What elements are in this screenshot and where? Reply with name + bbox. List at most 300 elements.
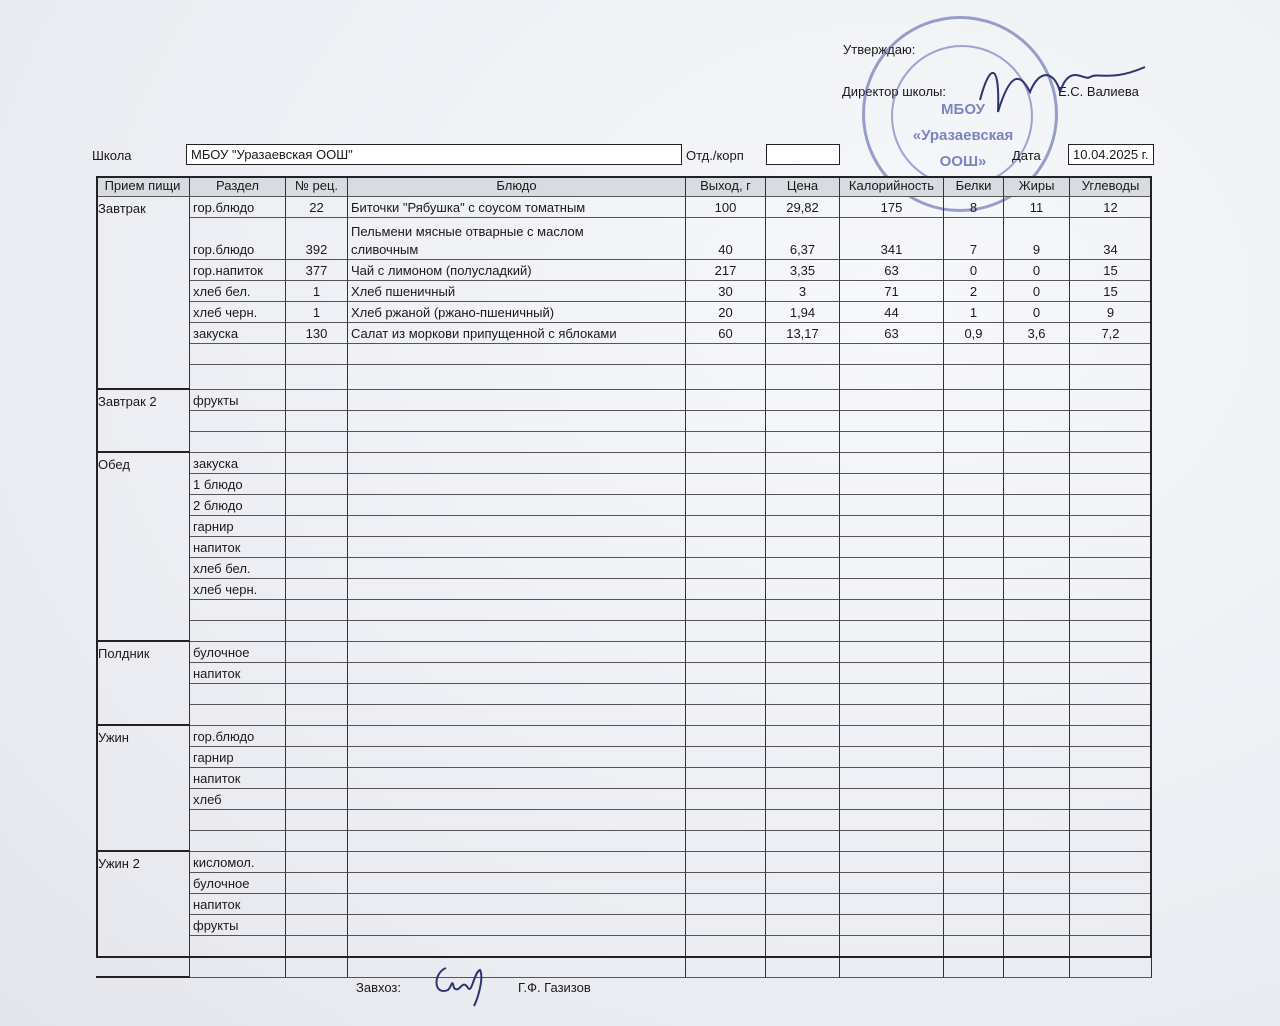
date-label: Дата: [1012, 148, 1041, 163]
cell-yield: [686, 852, 766, 873]
cell-fat: [1004, 726, 1070, 747]
cell-price: [766, 453, 840, 474]
cell-price: [766, 600, 840, 621]
cell-fat: [1004, 642, 1070, 663]
dept-field: [766, 144, 840, 165]
cell-rec: [286, 789, 348, 810]
cell-price: [766, 663, 840, 684]
cell-text-price: 6,37: [789, 242, 816, 257]
cell-carbs: [1070, 726, 1152, 747]
cell-yield: [686, 810, 766, 831]
cell-price: [766, 915, 840, 936]
director-signature: [960, 52, 1150, 132]
cell-carbs: [1070, 663, 1152, 684]
cell-dish: [348, 663, 686, 684]
cell-fat: [1004, 621, 1070, 642]
cell-carbs: [1070, 873, 1152, 894]
table-row: [96, 831, 1152, 852]
stamp-name-text: «Уразаевская: [912, 127, 1014, 144]
storekeeper-signature: [428, 958, 498, 1008]
cell-protein: [944, 432, 1004, 453]
cell-protein: [944, 390, 1004, 411]
cell-dish: [348, 344, 686, 365]
cell-carbs: [1070, 642, 1152, 663]
cell-dish: [348, 197, 686, 218]
cell-text-section: напиток: [193, 897, 241, 912]
table-row: [96, 344, 1152, 365]
cell-text-price: 29,82: [786, 200, 819, 215]
cell-text-price: 3,35: [789, 263, 816, 278]
stamp-type-text: ООШ»: [939, 153, 987, 170]
school-name-value: МБОУ "Уразаевская ООШ": [191, 147, 353, 162]
cell-fat: [1004, 411, 1070, 432]
cell-dish: [348, 768, 686, 789]
cell-dish: [348, 684, 686, 705]
storekeeper-label: Завхоз:: [356, 980, 401, 995]
cell-kcal: [840, 957, 944, 978]
cell-price: [766, 768, 840, 789]
cell-kcal: [840, 176, 944, 197]
cell-dish: [348, 747, 686, 768]
cell-section: [190, 789, 286, 810]
cell-price: [766, 873, 840, 894]
cell-rec: [286, 579, 348, 600]
cell-carbs: [1070, 957, 1152, 978]
cell-section: [190, 663, 286, 684]
cell-price: [766, 789, 840, 810]
cell-text-yield: 60: [718, 326, 733, 341]
cell-dish: [348, 957, 686, 978]
cell-text-dish: сливочным: [351, 242, 419, 257]
cell-rec: [286, 705, 348, 726]
cell-kcal: [840, 323, 944, 344]
cell-section: [190, 894, 286, 915]
cell-fat: [1004, 957, 1070, 978]
table-row: [96, 453, 1152, 474]
cell-yield: [686, 260, 766, 281]
table-row: [96, 936, 1152, 957]
cell-text-section: булочное: [193, 876, 250, 891]
cell-text-fat: 3,6: [1027, 326, 1046, 341]
cell-yield: [686, 302, 766, 323]
cell-price: [766, 684, 840, 705]
cell-yield: [686, 936, 766, 957]
cell-text-fat: 0: [1032, 305, 1041, 320]
cell-section: [190, 218, 286, 260]
cell-section: [190, 684, 286, 705]
cell-price: [766, 365, 840, 390]
cell-rec: [286, 936, 348, 957]
cell-text-section: гарнир: [193, 519, 234, 534]
cell-carbs: [1070, 831, 1152, 852]
cell-yield: [686, 684, 766, 705]
cell-carbs: [1070, 810, 1152, 831]
cell-rec: [286, 537, 348, 558]
cell-yield: [686, 579, 766, 600]
cell-yield: [686, 365, 766, 390]
cell-text-section: кисломол.: [193, 855, 255, 870]
cell-protein: [944, 218, 1004, 260]
cell-dish: [348, 537, 686, 558]
cell-carbs: [1070, 894, 1152, 915]
cell-kcal: [840, 302, 944, 323]
cell-text-section: закуска: [193, 456, 239, 471]
cell-rec: [286, 621, 348, 642]
cell-price: [766, 936, 840, 957]
cell-protein: [944, 747, 1004, 768]
cell-dish: [348, 281, 686, 302]
cell-kcal: [840, 474, 944, 495]
table-header-row: [96, 176, 1152, 197]
cell-fat: [1004, 197, 1070, 218]
cell-kcal: [840, 281, 944, 302]
cell-section: [190, 705, 286, 726]
table-row: [96, 432, 1152, 453]
cell-protein: [944, 197, 1004, 218]
cell-rec: [286, 957, 348, 978]
cell-text-section: хлеб черн.: [193, 305, 258, 320]
cell-kcal: [840, 495, 944, 516]
cell-kcal: [840, 344, 944, 365]
cell-text-protein: 7: [969, 242, 978, 257]
cell-yield: [686, 537, 766, 558]
cell-price: [766, 747, 840, 768]
cell-carbs: [1070, 323, 1152, 344]
director-label: Директор школы:: [842, 84, 946, 99]
cell-rec: [286, 684, 348, 705]
cell-carbs: [1070, 344, 1152, 365]
cell-fat: [1004, 684, 1070, 705]
cell-dish: [348, 390, 686, 411]
cell-rec: [286, 894, 348, 915]
cell-carbs: [1070, 197, 1152, 218]
cell-fat: [1004, 390, 1070, 411]
cell-price: [766, 957, 840, 978]
cell-yield: [686, 726, 766, 747]
cell-fat: [1004, 894, 1070, 915]
school-name-field: [186, 144, 682, 165]
cell-yield: [686, 281, 766, 302]
cell-text-kcal: 63: [884, 326, 899, 341]
cell-yield: [686, 831, 766, 852]
cell-text-section: напиток: [193, 771, 241, 786]
table-row: [96, 642, 1152, 663]
cell-protein: [944, 365, 1004, 390]
table-row: [96, 663, 1152, 684]
cell-fat: [1004, 579, 1070, 600]
table-row: [96, 390, 1152, 411]
table-row: [96, 281, 1152, 302]
cell-dish: [348, 852, 686, 873]
cell-carbs: [1070, 302, 1152, 323]
cell-protein: [944, 600, 1004, 621]
cell-text-dish: Салат из моркови припущенной с яблоками: [351, 326, 617, 341]
cell-text-section: хлеб бел.: [193, 561, 251, 576]
table-row: [96, 302, 1152, 323]
cell-rec: [286, 344, 348, 365]
cell-yield: [686, 516, 766, 537]
school-label: Школа: [92, 148, 132, 163]
cell-kcal: [840, 432, 944, 453]
cell-text-kcal: Калорийность: [848, 178, 935, 193]
cell-text-dish: Пельмени мясные отварные с маслом: [351, 224, 584, 239]
cell-price: [766, 852, 840, 873]
cell-yield: [686, 432, 766, 453]
cell-rec: [286, 747, 348, 768]
cell-section: [190, 873, 286, 894]
meal-label-dinner2: Ужин 2: [98, 856, 140, 871]
meal-cell-breakfast: [96, 197, 190, 390]
table-row: [96, 474, 1152, 495]
cell-dish: [348, 810, 686, 831]
cell-text-yield: 20: [718, 305, 733, 320]
cell-text-price: 1,94: [789, 305, 816, 320]
cell-carbs: [1070, 684, 1152, 705]
cell-section: [190, 453, 286, 474]
cell-section: [190, 411, 286, 432]
cell-carbs: [1070, 579, 1152, 600]
cell-dish: [348, 432, 686, 453]
cell-text-section: булочное: [193, 645, 250, 660]
cell-text-yield: 40: [718, 242, 733, 257]
cell-kcal: [840, 579, 944, 600]
cell-price: [766, 831, 840, 852]
cell-yield: [686, 390, 766, 411]
cell-rec: [286, 474, 348, 495]
cell-price: [766, 810, 840, 831]
cell-protein: [944, 474, 1004, 495]
cell-protein: [944, 323, 1004, 344]
cell-text-section: Раздел: [216, 178, 259, 193]
cell-fat: [1004, 852, 1070, 873]
cell-protein: [944, 516, 1004, 537]
cell-protein: [944, 537, 1004, 558]
cell-text-yield: 217: [714, 263, 737, 278]
cell-text-protein: 0,9: [964, 326, 983, 341]
cell-text-section: хлеб черн.: [193, 582, 258, 597]
cell-protein: [944, 495, 1004, 516]
meal-cell-dinner2: [96, 852, 190, 978]
cell-protein: [944, 873, 1004, 894]
table-row: [96, 621, 1152, 642]
cell-protein: [944, 831, 1004, 852]
cell-kcal: [840, 411, 944, 432]
cell-carbs: [1070, 365, 1152, 390]
table-row: [96, 558, 1152, 579]
cell-carbs: [1070, 474, 1152, 495]
cell-protein: [944, 789, 1004, 810]
cell-dish: [348, 831, 686, 852]
cell-yield: [686, 915, 766, 936]
cell-section: [190, 390, 286, 411]
storekeeper-name: Г.Ф. Газизов: [518, 980, 591, 995]
cell-text-section: гор.блюдо: [193, 729, 255, 744]
cell-carbs: [1070, 176, 1152, 197]
cell-kcal: [840, 936, 944, 957]
cell-dish: [348, 365, 686, 390]
table-row: [96, 768, 1152, 789]
cell-rec: [286, 411, 348, 432]
cell-carbs: [1070, 281, 1152, 302]
cell-yield: [686, 411, 766, 432]
cell-text-dish: Чай с лимоном (полусладкий): [351, 263, 532, 278]
cell-text-yield: 100: [714, 200, 737, 215]
cell-text-section: гор.блюдо: [193, 200, 255, 215]
cell-fat: [1004, 516, 1070, 537]
cell-carbs: [1070, 915, 1152, 936]
cell-price: [766, 390, 840, 411]
cell-price: [766, 642, 840, 663]
cell-dish: [348, 726, 686, 747]
cell-dish: [348, 218, 686, 260]
cell-section: [190, 197, 286, 218]
cell-kcal: [840, 621, 944, 642]
cell-price: [766, 579, 840, 600]
cell-dish: [348, 642, 686, 663]
cell-kcal: [840, 894, 944, 915]
cell-protein: [944, 344, 1004, 365]
cell-price: [766, 176, 840, 197]
cell-price: [766, 260, 840, 281]
cell-section: [190, 537, 286, 558]
cell-yield: [686, 894, 766, 915]
cell-kcal: [840, 390, 944, 411]
cell-rec: [286, 558, 348, 579]
cell-section: [190, 516, 286, 537]
cell-price: [766, 323, 840, 344]
cell-protein: [944, 705, 1004, 726]
cell-fat: [1004, 537, 1070, 558]
meal-cell-snack: [96, 642, 190, 726]
cell-text-carbs: 15: [1103, 263, 1118, 278]
dept-label: Отд./корп: [686, 148, 744, 163]
cell-text-carbs: 7,2: [1101, 326, 1120, 341]
cell-text-rec: 130: [305, 326, 328, 341]
table-row: [96, 894, 1152, 915]
cell-dish: [348, 789, 686, 810]
cell-protein: [944, 936, 1004, 957]
cell-text-rec: 377: [305, 263, 328, 278]
cell-section: [190, 768, 286, 789]
cell-text-rec: № рец.: [294, 178, 339, 193]
cell-text-fat: 9: [1032, 242, 1041, 257]
cell-section: [190, 495, 286, 516]
cell-protein: [944, 915, 1004, 936]
table-row: [96, 495, 1152, 516]
cell-protein: [944, 302, 1004, 323]
cell-carbs: [1070, 260, 1152, 281]
cell-section: [190, 579, 286, 600]
cell-text-carbs: 15: [1103, 284, 1118, 299]
cell-yield: [686, 663, 766, 684]
cell-fat: [1004, 936, 1070, 957]
table-row: [96, 537, 1152, 558]
cell-fat: [1004, 915, 1070, 936]
table-row: [96, 705, 1152, 726]
cell-text-carbs: 34: [1103, 242, 1118, 257]
cell-yield: [686, 495, 766, 516]
cell-yield: [686, 705, 766, 726]
cell-carbs: [1070, 390, 1152, 411]
cell-text-section: напиток: [193, 540, 241, 555]
cell-rec: [286, 810, 348, 831]
cell-section: [190, 621, 286, 642]
cell-yield: [686, 558, 766, 579]
cell-section: [190, 281, 286, 302]
table-row: [96, 197, 1152, 218]
cell-dish: [348, 579, 686, 600]
cell-price: [766, 495, 840, 516]
cell-fat: [1004, 747, 1070, 768]
table-row: [96, 323, 1152, 344]
cell-protein: [944, 663, 1004, 684]
cell-price: [766, 621, 840, 642]
cell-kcal: [840, 768, 944, 789]
cell-price: [766, 537, 840, 558]
cell-price: [766, 894, 840, 915]
cell-text-section: закуска: [193, 326, 239, 341]
table-row: [96, 915, 1152, 936]
cell-section: [190, 474, 286, 495]
meal-cell-breakfast2: [96, 390, 190, 453]
cell-carbs: [1070, 768, 1152, 789]
cell-rec: [286, 197, 348, 218]
cell-fat: [1004, 218, 1070, 260]
cell-fat: [1004, 260, 1070, 281]
cell-section: [190, 260, 286, 281]
cell-price: [766, 516, 840, 537]
cell-yield: [686, 789, 766, 810]
meal-cell-dinner: [96, 726, 190, 852]
cell-price: [766, 197, 840, 218]
table-row: [96, 365, 1152, 390]
cell-dish: [348, 176, 686, 197]
table-row: [96, 747, 1152, 768]
table-row: [96, 411, 1152, 432]
cell-rec: [286, 176, 348, 197]
date-field: [1068, 144, 1154, 165]
cell-rec: [286, 453, 348, 474]
cell-dish: [348, 453, 686, 474]
cell-kcal: [840, 537, 944, 558]
stamp-org-text: МБОУ: [941, 101, 985, 118]
table-row: [96, 684, 1152, 705]
cell-carbs: [1070, 747, 1152, 768]
cell-text-protein: Белки: [955, 178, 992, 193]
cell-text-protein: 1: [969, 305, 978, 320]
cell-price: [766, 411, 840, 432]
cell-kcal: [840, 218, 944, 260]
cell-fat: [1004, 600, 1070, 621]
cell-yield: [686, 197, 766, 218]
cell-text-section: хлеб: [193, 792, 222, 807]
cell-carbs: [1070, 411, 1152, 432]
cell-carbs: [1070, 218, 1152, 260]
cell-text-rec: 1: [312, 305, 321, 320]
cell-kcal: [840, 789, 944, 810]
cell-text-yield: Выход, г: [700, 178, 751, 193]
cell-text-yield: 30: [718, 284, 733, 299]
cell-rec: [286, 218, 348, 260]
cell-section: [190, 957, 286, 978]
cell-fat: [1004, 663, 1070, 684]
cell-text-section: фрукты: [193, 918, 239, 933]
cell-carbs: [1070, 516, 1152, 537]
cell-protein: [944, 621, 1004, 642]
cell-text-section: хлеб бел.: [193, 284, 251, 299]
cell-yield: [686, 873, 766, 894]
cell-price: [766, 218, 840, 260]
